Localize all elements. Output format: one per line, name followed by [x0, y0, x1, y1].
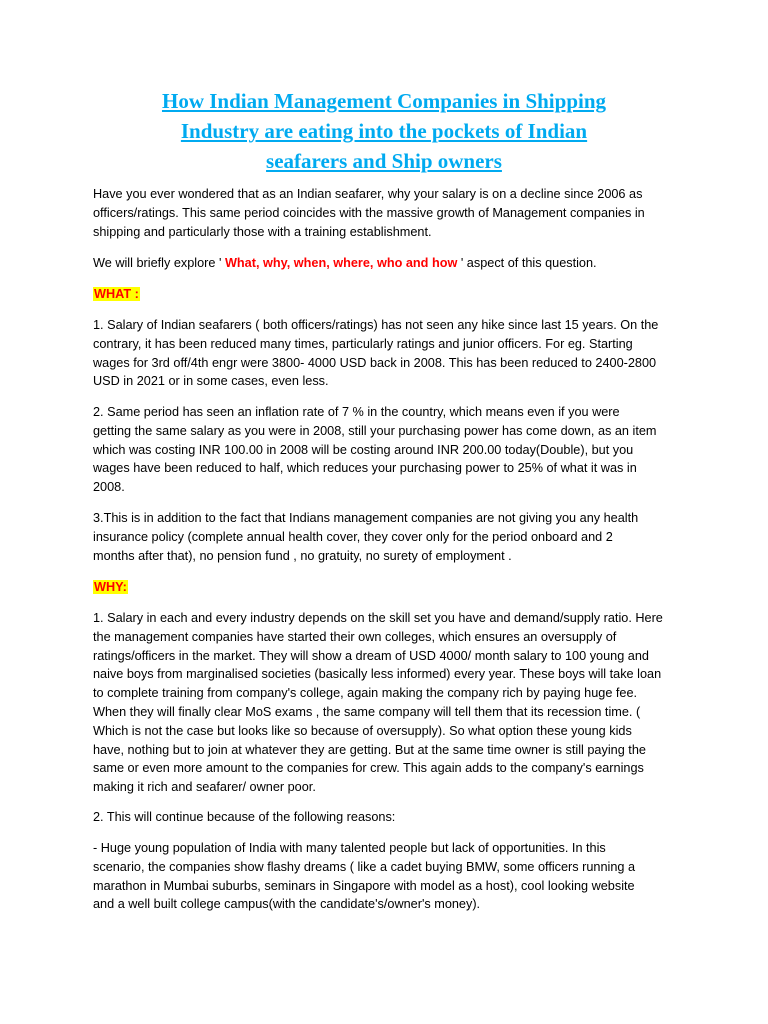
text-line: 3.This is in addition to the fact that Indians management companies are not giving you any health: [93, 511, 639, 525]
text-line: naive boys from marginalised societies (basically less informed) every year. These boys will take loan: [93, 667, 662, 682]
text-line: When they will finally clear MoS exams , the same company will tell them that its recession time. (: [93, 704, 641, 719]
text-line: 1. Salary in each and every industry depends on the skill set you have and demand/supply ratio. Here: [93, 611, 663, 625]
text-line: and a well built college campus(with the candidate's/owner's money).: [93, 897, 481, 912]
text-line: marathon in Mumbai suburbs, seminars in Singapore with model as a host), cool looking website: [93, 878, 635, 893]
text-line: have, nothing but to join at whatever they are getting. But at the same time owner is still paying the: [93, 742, 646, 757]
why-heading-text: WHY:: [94, 580, 127, 594]
title-line: How Indian Management Companies in Shipping: [161, 89, 607, 113]
text-line: ratings/officers in the market. They will show a dream of USD 4000/ month salary to 100 young and: [93, 648, 649, 663]
text-line: insurance policy (complete annual health cover, they cover only for the period onboard and 2: [93, 529, 613, 544]
intro-paragraph: [93, 185, 683, 241]
text-line: wages for 3rd off/4th engr were 3800- 4000 USD back in 2008. This has been reduced to 2400-2800: [93, 355, 657, 370]
text-line: months after that), no pension fund , no gratuity, no surety of employment .: [93, 548, 512, 563]
text-line: the management companies have started their own colleges, which ensures an oversupply of: [93, 629, 617, 644]
why-point-1: [93, 609, 683, 797]
explore-after: ' aspect of this question.: [457, 256, 597, 270]
title-line: Industry are eating into the pockets of Indian: [180, 119, 588, 143]
what-point-2: [93, 403, 683, 497]
text-line: 1. Salary of Indian seafarers ( both officers/ratings) has not seen any hike since last 15 years. On the: [93, 318, 659, 332]
explore-highlight: What, why, when, where, who and how: [224, 256, 458, 270]
text-line: 2. This will continue because of the following reasons:: [93, 810, 396, 824]
text-line: making it rich and seafarer/ owner poor.: [93, 780, 316, 795]
explore-before: We will briefly explore ': [93, 256, 225, 270]
title-line: seafarers and Ship owners: [266, 149, 502, 173]
text-line: shipping and particularly those with a training establishment.: [93, 224, 432, 239]
text-line: wages have been reduced to half, which reduces your purchasing power to 25% of what it was in: [93, 461, 637, 476]
what-point-1: [93, 316, 683, 391]
text-line: - Huge young population of India with many talented people but lack of opportunities. In this: [93, 841, 606, 855]
text-line: contrary, it has been reduced many times, particularly ratings and junior officers. For eg. Starting: [93, 336, 633, 351]
why-reason-1: [93, 839, 683, 914]
why-heading: [93, 578, 683, 597]
text-line: officers/ratings. This same period coincides with the massive growth of Management companies in: [93, 205, 645, 220]
text-line: 2008.: [93, 480, 125, 495]
text-line: to complete training from company's college, again making the company rich by paying huge fee.: [93, 686, 638, 701]
what-heading-text: WHAT :: [94, 287, 139, 301]
what-heading: [93, 285, 683, 304]
text-line: USD in 2021 or in some cases, even less.: [93, 374, 329, 389]
text-line: same or even more amount to the companies for crew. This again adds to the company's earnings: [93, 761, 644, 776]
text-line: scenario, the companies show flashy dreams ( like a cadet buying BMW, some officers running a: [93, 859, 636, 874]
text-line: which was costing INR 100.00 in 2008 will be costing around INR 200.00 today(Double), but you: [93, 442, 634, 457]
text-line: Which is not the case but looks like so because of oversupply). So what option these young kids: [93, 723, 632, 738]
text-line: 2. Same period has seen an inflation rate of 7 % in the country, which means even if you were: [93, 405, 620, 419]
what-point-3: [93, 509, 683, 565]
why-point-2: [93, 808, 683, 827]
text-line: getting the same salary as you were in 2008, still your purchasing power has come down, as an item: [93, 423, 657, 438]
document-title: [92, 86, 676, 176]
text-line: [93, 254, 683, 273]
text-line: Have you ever wondered that as an Indian seafarer, why your salary is on a decline since 2006 as: [93, 187, 643, 201]
explore-paragraph: [93, 254, 683, 273]
